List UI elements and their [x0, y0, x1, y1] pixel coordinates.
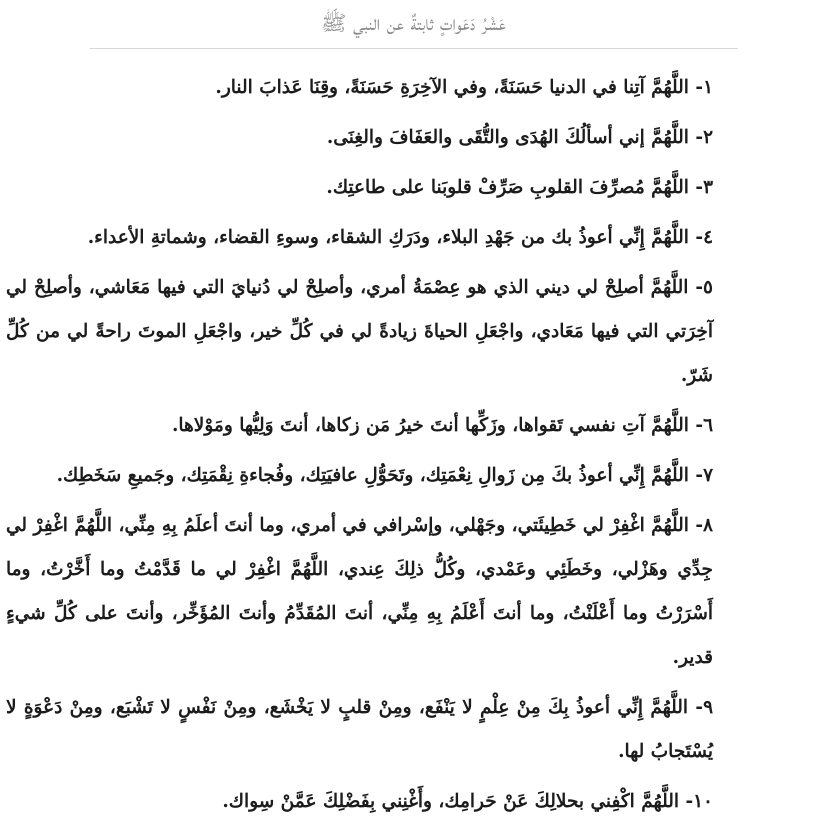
item-number: ٥- — [695, 277, 713, 298]
item-text: اللَّهُمَّ إِنِّي أعوذُ بِكَ مِنْ عِلْمٍ لا يَنْفَع، ومِنْ قلبٍ لا يَخْشَع، ومِنْ نَفْسٍ لا تَشْبَع، ومِنْ دَعْوَةٍ لا يُسْتَجابُ لها. — [6, 697, 713, 762]
item-number: ٨- — [695, 515, 713, 536]
item-number: ١٠- — [685, 791, 713, 812]
item-text: اللَّهُمَّ آتِ نفسي تَقواها، وزَكِّها أنتَ خيرُ مَن زكاها، أنتَ وَلِيُّها ومَوْلاها. — [171, 415, 689, 436]
supplication-item — [6, 780, 713, 824]
item-number: ١- — [695, 77, 713, 98]
item-number: ٦- — [695, 415, 713, 436]
supplication-item — [6, 116, 713, 160]
item-number: ٧- — [695, 465, 713, 486]
item-text: اللَّهُمَّ اكْفِني بحلالِكَ عَنْ حَرامِك، وأَغْنِني بِفَضْلِكَ عَمَّنْ سِواك. — [222, 791, 679, 812]
supplication-item — [6, 166, 713, 210]
supplication-item — [6, 404, 713, 448]
item-text: اللَّهُمَّ أصلِحْ لي ديني الذي هو عِصْمَةُ أمري، وأصلِحْ لي دُنيايَ التي فيها مَعَاشي، وأصلِحْ لي آخِرَتي التي فيها مَعَادي، واجْعَلِ الحياةَ زيادةً لي في كُلِّ خير، واجْعَلِ الموتَ راحةً لي من كُلِّ شَرّ. — [6, 277, 713, 386]
supplication-item — [6, 686, 713, 774]
item-text: اللَّهُمَّ مُصرِّفَ القلوبِ صَرِّفْ قلوبَنا على طاعتِك. — [326, 177, 689, 198]
supplication-list — [0, 66, 827, 830]
item-number: ٤- — [695, 227, 713, 248]
item-number: ٣- — [695, 177, 713, 198]
item-text: اللَّهُمَّ إِنِّي أعوذُ بك من جَهْدِ البلاء، ودَرَكِ الشقاء، وسوءِ القضاء، وشماتةِ الأعداء. — [87, 227, 689, 248]
supplication-item — [6, 216, 713, 260]
supplication-item — [6, 266, 713, 398]
supplication-item — [6, 504, 713, 680]
title-divider — [90, 48, 738, 49]
item-number: ٩- — [695, 697, 713, 718]
page-title: عَشْرُ دَعَواتٍ ثابتةٌ عن النبي ﷺ — [321, 11, 506, 35]
supplication-item — [6, 66, 713, 110]
item-number: ٢- — [695, 127, 713, 148]
item-text: اللَّهُمَّ اغْفِرْ لي خَطِيئَتي، وجَهْلي، وإسْرافي في أمري، وما أنتَ أعلَمُ بِهِ مِنِّي، اللَّهُمَّ اغْفِرْ لي جِدِّي وهَزْلي، وخَطَئِي وعَمْدي، وكُلُّ ذلِكَ عِندي، اللَّهُمَّ اغْفِرْ لي ما قَدَّمْتُ وما أَخَّرْتُ، وما أَسْرَرْتُ وما أَعْلَنْتُ، وما أنتَ أَعْلَمُ بِهِ مِنِّي، أنتَ المُقَدِّمُ وأنتَ المُؤَخِّر، وأنتَ على كُلِّ شيءٍ قدير. — [6, 515, 713, 668]
item-text: اللَّهُمَّ إني أسألُكَ الهُدَى والتُّقَى والعَفَافَ والغِنَى. — [326, 127, 689, 148]
item-text: اللَّهُمَّ إِنِّي أعوذُ بكَ مِن زَوالِ نِعْمَتِك، وتَحَوُّلِ عافيَتِك، وفُجاءةِ نِقْمَتِك، وجَميعِ سَخَطِك. — [56, 465, 689, 486]
item-text: اللَّهُمَّ آتِنا في الدنيا حَسَنَةً، وفي الآخِرَةِ حَسَنَةً، وقِنَا عَذابَ النار. — [215, 77, 689, 98]
supplication-item — [6, 454, 713, 498]
